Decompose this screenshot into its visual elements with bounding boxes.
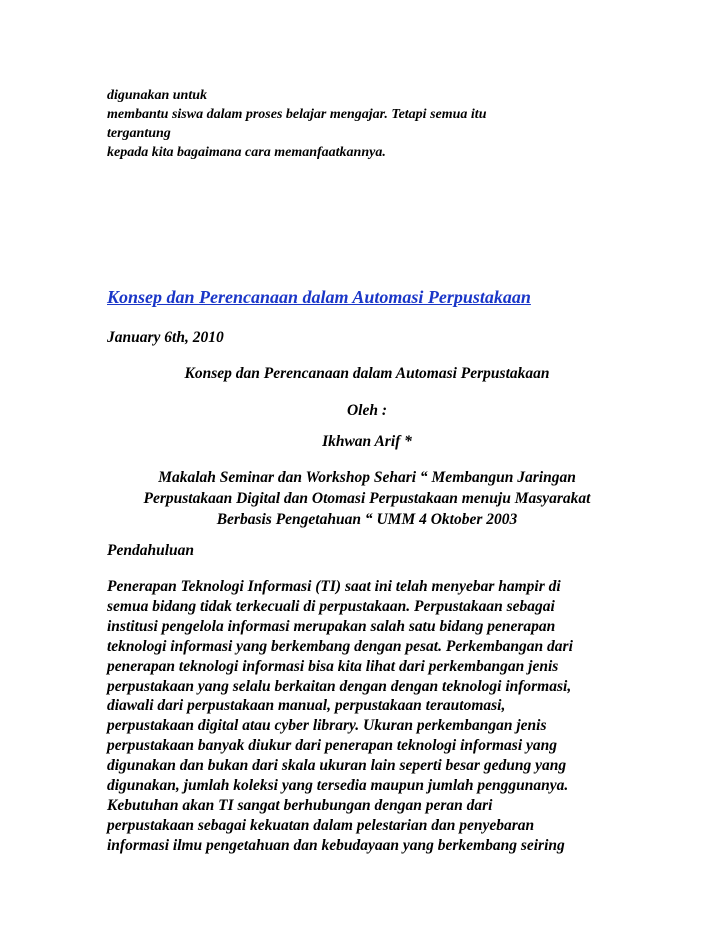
section-heading: Pendahuluan bbox=[107, 542, 195, 559]
seminar-line: Berbasis Pengetahuan “ UMM 4 Oktober 2003 bbox=[216, 511, 518, 528]
body-line: diawali dari perpustakaan manual, perpustakaan terautomasi, bbox=[107, 697, 506, 715]
body-line: perpustakaan sebagai kekuatan dalam pelestarian dan penyebaran bbox=[107, 816, 535, 834]
body-line: informasi ilmu pengetahuan dan kebudayaan yang berkembang seiring bbox=[107, 836, 565, 854]
intro-line: membantu siswa dalam proses belajar mengajar. Tetapi semua itu bbox=[107, 107, 487, 122]
seminar-note bbox=[107, 467, 627, 530]
byline: Oleh : bbox=[346, 402, 388, 419]
body-paragraph bbox=[107, 577, 627, 856]
article-heading: Konsep dan Perencanaan dalam Automasi Perpustakaan bbox=[184, 365, 550, 382]
intro-line: digunakan untuk bbox=[107, 88, 207, 103]
post-title-link[interactable]: Konsep dan Perencanaan dalam Automasi Perpustakaan bbox=[107, 287, 531, 307]
seminar-line: Perpustakaan Digital dan Otomasi Perpustakaan menuju Masyarakat bbox=[143, 490, 591, 507]
post-title bbox=[107, 285, 531, 309]
intro-paragraph bbox=[107, 86, 627, 162]
body-line: perpustakaan banyak diukur dari penerapan teknologi informasi yang bbox=[107, 737, 557, 755]
author-name: Ikhwan Arif * bbox=[322, 433, 412, 450]
body-line: Kebutuhan akan TI sangat berhubungan dengan peran dari bbox=[107, 796, 493, 814]
body-line: digunakan dan bukan dari skala ukuran lain seperti besar gedung yang bbox=[107, 757, 567, 775]
body-line: digunakan, jumlah koleksi yang tersedia maupun jumlah penggunanya. bbox=[107, 777, 569, 795]
intro-line: tergantung bbox=[107, 126, 171, 141]
body-line: penerapan teknologi informasi bisa kita lihat dari perkembangan jenis bbox=[107, 657, 559, 675]
body-line: institusi pengelola informasi merupakan salah satu bidang penerapan bbox=[107, 617, 556, 635]
body-line: semua bidang tidak terkecuali di perpustakaan. Perpustakaan sebagai bbox=[107, 597, 555, 615]
intro-line: kepada kita bagaimana cara memanfaatkannya. bbox=[107, 145, 386, 160]
body-line: perpustakaan digital atau cyber library. Ukuran perkembangan jenis bbox=[107, 717, 547, 735]
body-line: perpustakaan yang selalu berkaitan dengan dengan teknologi informasi, bbox=[107, 677, 572, 695]
seminar-line: Makalah Seminar dan Workshop Sehari “ Membangun Jaringan bbox=[158, 469, 576, 486]
post-date: January 6th, 2010 bbox=[107, 329, 224, 346]
body-line: Penerapan Teknologi Informasi (TI) saat ini telah menyebar hampir di bbox=[107, 578, 561, 595]
body-line: teknologi informasi yang berkembang dengan pesat. Perkembangan dari bbox=[107, 637, 573, 655]
